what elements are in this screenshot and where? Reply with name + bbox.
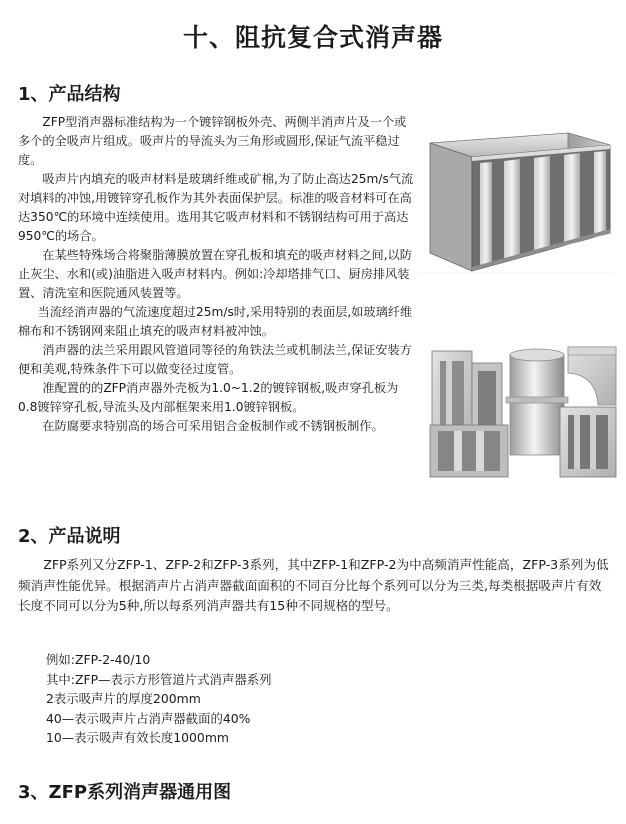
section-heading-structure: 1、产品结构: [18, 84, 121, 105]
section-heading-drawing: 3、ZFP系列消声器通用图: [18, 782, 232, 803]
paragraph: 消声器的法兰采用跟风管道同等径的角铁法兰或机制法兰,保证安装方便和美观,特殊条件下可以做变径过度管。: [18, 343, 412, 376]
description-text: [18, 555, 612, 617]
paragraph: ZFP型消声器标准结构为一个镀锌钢板外壳、两侧半消声片及一个或多个的全吸声片组成。吸声片的导流头为三角形或圆形,保证气流平稳过度。: [18, 115, 407, 167]
paragraph: 吸声片内填充的吸声材料是玻璃纤维或矿棉,为了防止高达25m/s气流对填料的冲蚀,用镀锌穿孔板作为其外表面保护层。标准的吸音材料可在高达350℃的环境中连续使用。选用其它吸声材料和不锈钢结构可用于高达950℃的场合。: [18, 172, 414, 243]
structure-text: [18, 113, 414, 436]
paragraph: 准配置的的ZFP消声器外壳板为1.0~1.2的镀锌钢板,吸声穿孔板为0.8镀锌穿孔板,导流头及内部框架来用1.0镀锌钢板。: [18, 381, 399, 414]
paragraph: 在防腐要求特别高的场合可采用铝合金板制作或不锈钢板制作。: [42, 419, 384, 433]
model-example: [46, 650, 272, 748]
paragraph: 当流经消声器的气流速度超过25m/s时,采用特别的表面层,如玻璃纤维棉布和不锈钢网来阻止填充的吸声材料被冲蚀。: [18, 305, 413, 338]
page-title: 十、阻抗复合式消声器: [182, 23, 443, 52]
silencer-box-image: [418, 125, 614, 275]
example-line: 10—表示吸声有效长度1000mm: [46, 730, 229, 745]
example-line: 其中:ZFP—表示方形管道片式消声器系列: [46, 671, 272, 687]
section-heading-description: 2、产品说明: [18, 526, 121, 547]
paragraph: ZFP系列又分ZFP-1、ZFP-2和ZFP-3系列，其中ZFP-1和ZFP-2为中高频消声性能高，ZFP-3系列为低频消声性能优异。根据消声片占消声器截面面积的不同百分比每个系列可以分为三类,每类根据吸声片有效长度不同可以分为5种,所以每系列消声器共有15种不同规格的型号。: [18, 557, 609, 613]
example-line: 40—表示吸声片占消声器截面的40%: [46, 710, 251, 726]
silencer-types-image: [428, 345, 618, 480]
example-line: 例如:ZFP-2-40/10: [46, 652, 151, 667]
example-line: 2表示吸声片的厚度200mm: [46, 691, 201, 706]
paragraph: 在某些特殊场合将聚脂薄膜放置在穿孔板和填充的吸声材料之间,以防止灰尘、水和(或)油脂进入吸声材料内。例如:冷却塔排气口、厨房排风装置、清洗室和医院通风装置等。: [18, 248, 412, 300]
